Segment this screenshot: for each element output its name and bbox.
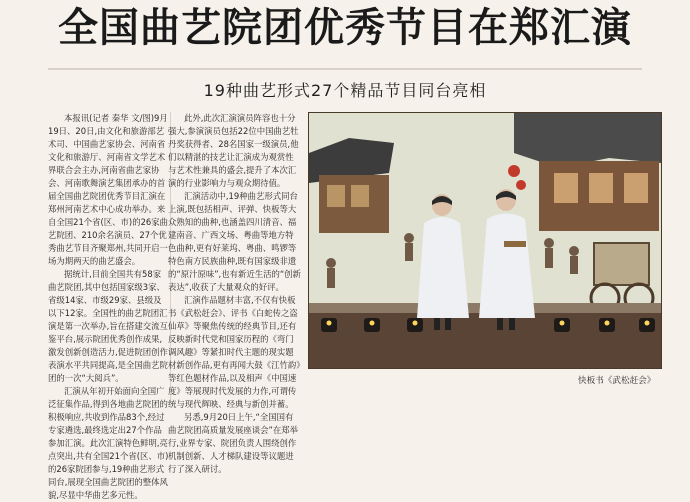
performance-photo [308, 112, 662, 369]
column-1-paragraph: 汇演从年初开始面向全国广泛征集作品,得到各地曲艺院团的积极响应,共收到作品83个,经过专家遴选,最终选定出27个作品参加汇演。此次汇演特色鲜明,亮点突出,共有全国21个省(区、市)的26家院团参与,19种曲艺形式同台,展现全国曲艺院团的整体风貌,尽显中华曲艺多元性。 [48, 386, 169, 500]
column-2-paragraph: 另悉,9月20日上午,“全国国有曲艺院团高质量发展座谈会”在郑举行,业界专家、院团负责人围绕创作机制创新、人才梯队建设等议题进行了深入研讨。 [168, 412, 298, 474]
photo-caption: 快板书《武松赶会》 [578, 376, 656, 386]
column-2-paragraph: 此外,此次汇演演员阵容也十分强大,参演演员包括22位中国曲艺牡丹奖获得者、28名国家一级演员,他们以精湛的技艺让汇演成为观赏性与艺术性兼具的盛会,提升了本次汇演的行业影响力与观众期待值。 [168, 113, 299, 188]
article-column-2 [168, 112, 301, 474]
headline-divider [48, 68, 642, 70]
headline: 全国曲艺院团优秀节目在郑汇演 [58, 5, 632, 51]
column-2-paragraph: 汇演活动中,19种曲艺形式同台上演,既包括相声、评弹、快板等大众熟知的曲种,也涵盖四川清音、福建南音、广西文场、粤曲等地方特色曲种,更有好莱坞、粤曲、鸣锣等特色南方民族曲种,既有国家级非遗的“原汁原味”,也有新近生活的“创新表达”,收获了大量观众的好评。 [168, 191, 301, 292]
column-1-paragraph: 本报讯(记者 秦华 文/图)9月19日、20日,由文化和旅游部艺术司、中国曲艺家协会、河南省文化和旅游厅、河南省文学艺术界联合会主办,河南省曲艺家协会、河南歌舞演艺集团承办的首届全国曲艺院团优秀节目汇演在郑州河南艺术中心成功举办。来自全国21个省(区、市)的26家曲艺院团、210余名演员、27个优秀曲艺节目齐聚郑州,共同开启一场为期两天的曲艺盛会。 [48, 113, 168, 266]
column-2-paragraph: 汇演作品题材丰富,不仅有快板书《武松赶会》、评书《白蛇传之盗仙草》等聚焦传统的经典节目,还有反映新时代党和国家历程的《弯门调风趣》等紧扣时代主题的现实题材新创作品,更有再闻大鼓《江竹韵》等红色题材作品,以及相声《中国速度》等展现时代发展的力作,可谓传统与现代辉映、经典与新创并蓄。 [168, 295, 301, 409]
column-1-paragraph: 据统计,目前全国共有58家曲艺院团,其中包括国家级3家、省级14家、市级29家、县级及以下12家。全国性的曲艺院团汇演是第一次举办,旨在搭建交流互鉴平台,展示院团优秀创作成果,激发创新创造活力,促进院团创作表演水平共同提高,是全国曲艺院团的一次“大阅兵”。 [48, 269, 168, 383]
subheadline: 19种曲艺形式27个精品节目同台亮相 [203, 81, 487, 100]
article-column-1 [48, 112, 169, 500]
